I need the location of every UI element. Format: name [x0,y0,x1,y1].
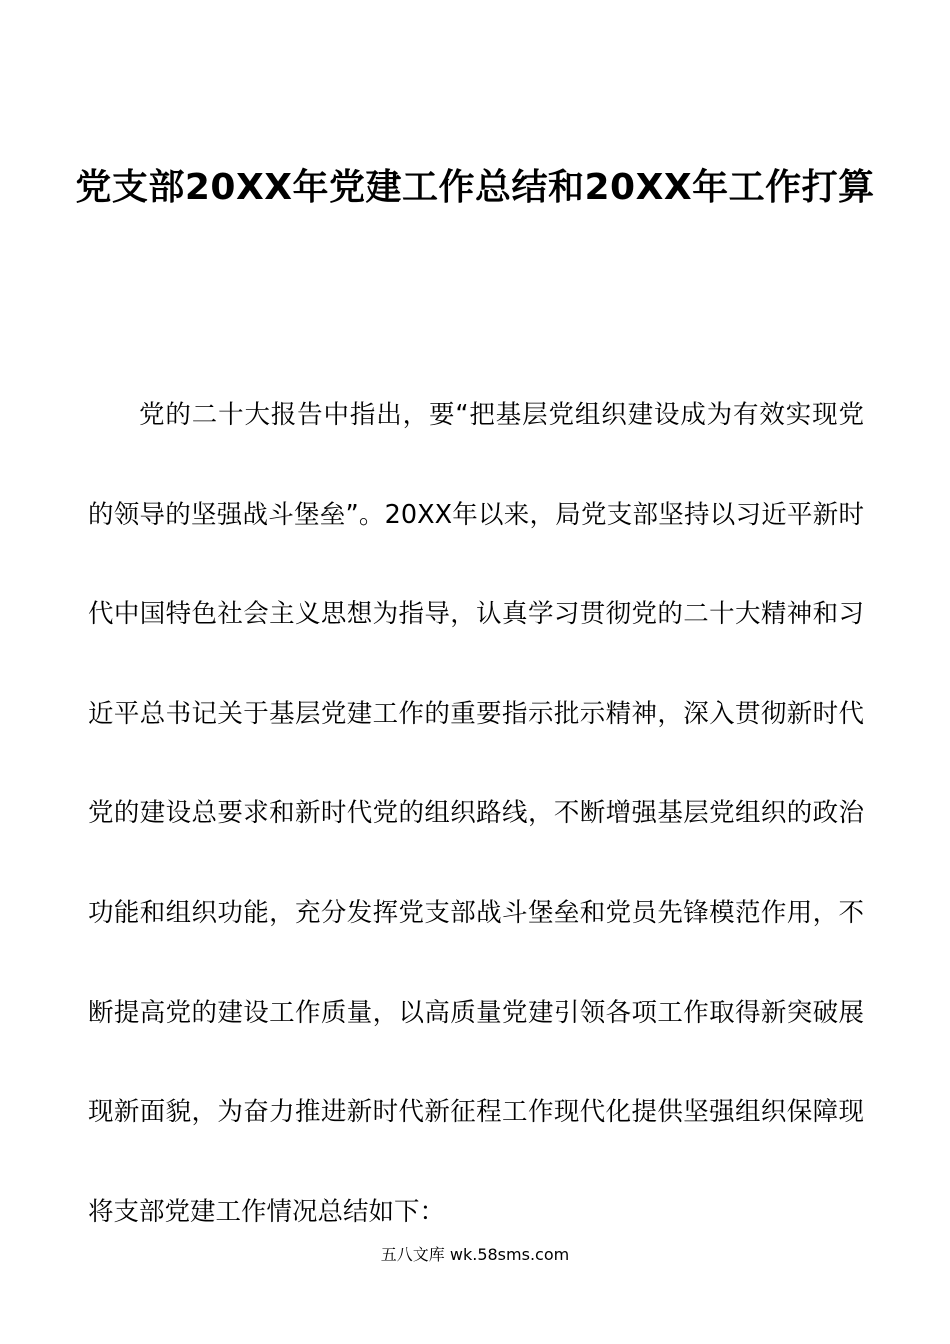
footer-watermark: 五八文库 wk.58sms.com [380,1245,570,1264]
document-title: 党支部20XX年党建工作总结和20XX年工作打算 [75,167,875,208]
body-paragraph: 党的二十大报告中指出，要“把基层党组织建设成为有效实现党的领导的坚强战斗堡垒”。20XX年以来，局党支部坚持以习近平新时代中国特色社会主义思想为指导，认真学习贯彻党的二十大精神和习近平总书记关于基层党建工作的重要指示批示精神，深入贯彻新时代党的建设总要求和新时代党的组织路线，不断增强基层党组织的政治功能和组织功能，充分发挥党支部战斗堡垒和党员先锋模范作用，不断提高党的建设工作质量，以高质量党建引领各项工作取得新突破展现新面貌，为奋力推进新时代新征程工作现代化提供坚强组织保障现将支部党建工作情况总结如下： [88,400,864,1227]
